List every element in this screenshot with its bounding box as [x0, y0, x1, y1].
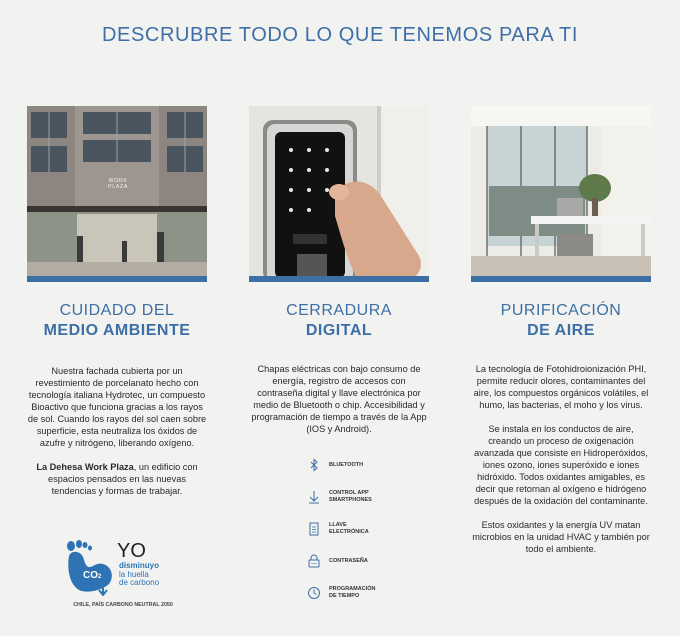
page-title: DESCRUBRE TODO LO QUE TENEMOS PARA TI — [101, 24, 578, 46]
office-interior-photo — [471, 106, 651, 282]
paragraph: Nuestra fachada cubierta por un revestimiento de porcelanato hecho con tecnología italiana Hydrotec, un compuesto Bioactivo que funciona gracias a los rayos de sol. Cuando los rayos del sol caen sobre superficie, esta neutraliza los óxidos de azufre y nitrógeno, liberando oxígeno. — [27, 366, 207, 448]
carbon-badge — [63, 540, 183, 596]
building-sign: WORK PLAZA — [108, 178, 128, 190]
feature-item — [305, 452, 429, 478]
heading-bold: MEDIO AMBIENTE — [43, 322, 191, 339]
feature-item — [305, 580, 429, 606]
heading-medio-ambiente — [27, 301, 207, 341]
feature-label: BLUETOOTH — [329, 461, 364, 468]
paragraph: Se instala en los conductos de aire, creando un proceso de oxigenación avanzada que consiste en Hidroperóxidos, iones ozono, iones superóxido e iones hidróxido. Todos oxidantes amigables, es decir que retornan al oxígeno e hidrógeno después de la oxidación del contaminante. — [474, 424, 648, 506]
highlight-rest: , un edificio con espacios pensados en las nuevas tendencias y formas de trabajar. — [48, 462, 198, 496]
column-medio-ambiente — [27, 106, 207, 509]
heading-light: CUIDADO DEL — [59, 302, 175, 319]
paragraph: Chapas eléctricas con bajo consumo de energía, registro de accesos con contraseña digital y llave electrónica por medio de Bluetooth o chip. Accesibilidad y programación de tiempo a través de la App (IOS y Android). — [251, 364, 427, 434]
body-text — [27, 365, 207, 497]
heading-cerradura — [249, 301, 429, 341]
document-icon — [305, 520, 323, 538]
badge-line2: la huella — [119, 570, 149, 579]
feature-label: PROGRAMACIÓN DE TIEMPO — [329, 586, 376, 599]
feature-list — [305, 452, 429, 606]
paragraph: Estos oxidantes y la energía UV matan microbios en la unidad HVAC y también por todo el ambiente. — [472, 520, 650, 554]
feature-label: LLAVE ELECTRÓNICA — [329, 522, 369, 535]
highlight-name: La Dehesa Work Plaza — [36, 462, 134, 472]
heading-light: CERRADURA — [286, 302, 392, 319]
body-text — [249, 363, 429, 435]
download-arrow-icon — [305, 488, 323, 506]
feature-label: CONTRASEÑA — [329, 557, 368, 564]
co2-label: CO2 — [83, 570, 102, 581]
footprint-cloud-icon — [63, 540, 123, 596]
building-facade-photo — [27, 106, 207, 282]
badge-caption: CHILE, PAÍS CARBONO NEUTRAL 2050 — [73, 602, 173, 608]
column-cerradura-digital — [249, 106, 429, 612]
paragraph-highlight — [27, 461, 207, 497]
clock-icon — [305, 584, 323, 602]
badge-disminuyo: disminuyo — [119, 561, 160, 570]
feature-item — [305, 548, 429, 574]
bluetooth-icon — [305, 456, 323, 474]
heading-purificacion — [471, 301, 651, 341]
feature-item — [305, 516, 429, 542]
feature-label: CONTROL APP SMARTPHONES — [329, 490, 372, 503]
digital-lock-photo — [249, 106, 429, 282]
badge-line3: de carbono — [119, 578, 160, 587]
heading-bold: DIGITAL — [305, 322, 373, 339]
feature-item — [305, 484, 429, 510]
paragraph: La tecnología de Fotohidroionización PHI, permite reducir olores, contaminantes del aire, los compuestos orgánicos volátiles, el humo, las bacterias, el moho y los virus. — [473, 364, 649, 410]
heading-bold: DE AIRE — [527, 322, 595, 339]
heading-light: PURIFICACIÓN — [500, 302, 622, 319]
badge-yo: YO — [117, 540, 146, 562]
body-text — [471, 363, 651, 555]
column-purificacion-aire — [471, 106, 651, 567]
password-icon — [305, 552, 323, 570]
